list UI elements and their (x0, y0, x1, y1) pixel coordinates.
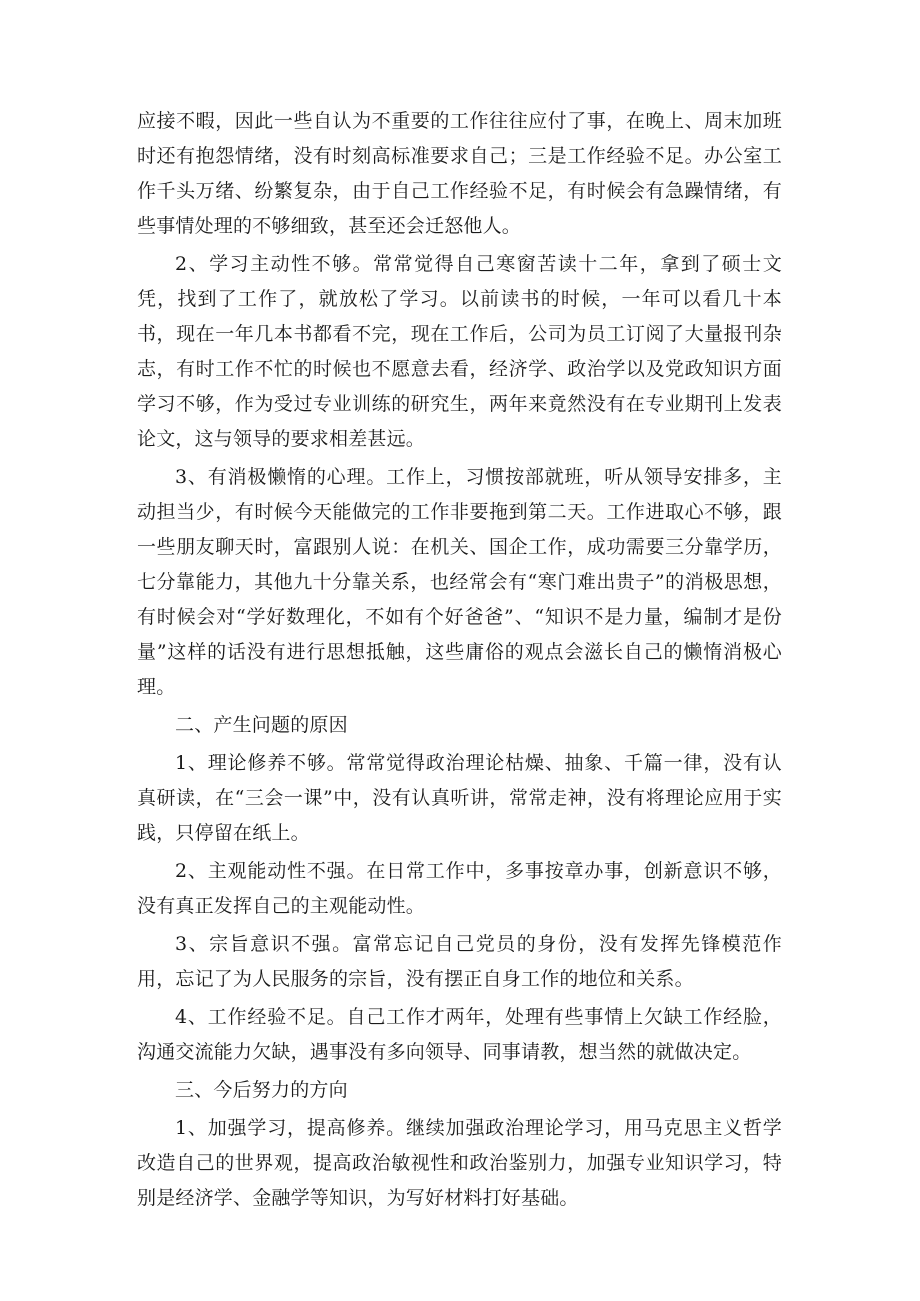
paragraph-strengthen-study: 1、加强学习，提高修养。继续加强政治理论学习，用马克思主义哲学改造自己的世界观，提高政治敏视性和政治鉴别力，加强专业知识学习，特别是经济学、金融学等知识，为写好材料打好基础。 (137, 1117, 782, 1209)
section-heading-direction: 三、今后努力的方向 (175, 1079, 348, 1101)
paragraph-theory: 1、理论修养不够。常常觉得政治理论枯燥、抽象、千篇一律，没有认真研读，在“三会一课”中，没有认真听讲，常常走神，没有将理论应用于实践，只停留在纸上。 (137, 752, 782, 844)
paragraph-study-initiative: 2、学习主动性不够。常常觉得自己寒窗苦读十二年，拿到了硕士文凭，找到了工作了，就放松了学习。以前读书的时候，一年可以看几十本书，现在一年几本书都看不完，现在工作后，公司为员工订阅了大量报刊杂志，有时工作不忙的时候也不愿意去看，经济学、政治学以及党政知识方面学习不够，作为受过专业训练的研究生，两年来竟然没有在专业期刊上发表论文，这与领导的要求相差甚远。 (137, 253, 782, 450)
paragraph-negative-mindset: 3、有消极懒惰的心理。工作上，习惯按部就班，听从领导安排多，主动担当少，有时候今天能做完的工作非要拖到第二天。工作进取心不够，跟一些朋友聊天时，富跟别人说：在机关、国企工作，成功需要三分靠学历，七分靠能力，其他九十分靠关系，也经常会有“寒门难出贵子”的消极思想，有时候会对“学好数理化，不如有个好爸爸”、“知识不是力量，编制才是份量”这样的话没有进行思想抵触，这些庸俗的观点会滋长自己的懒惰消极心理。 (137, 466, 782, 698)
paragraph-initiative: 2、主观能动性不强。在日常工作中，多事按章办事，创新意识不够，没有真正发挥自己的主观能动性。 (137, 860, 782, 917)
paragraph-purpose: 3、宗旨意识不强。富常忘记自己党员的身份，没有发挥先锋模范作用，忘记了为人民服务的宗旨，没有摆正自身工作的地位和关系。 (137, 933, 782, 990)
paragraph-continuation: 应接不暇，因此一些自认为不重要的工作往往应付了事，在晚上、周末加班时还有抱怨情绪，没有时刻高标准要求自己；三是工作经验不足。办公室工作千头万绪、纷繁复杂，由于自己工作经验不足，有时候会有急躁情绪，有些事情处理的不够细致，甚至还会迁怒他人。 (137, 110, 782, 237)
document-page (137, 104, 782, 1219)
section-heading-causes: 二、产生问题的原因 (175, 714, 348, 736)
paragraph-experience: 4、工作经验不足。自己工作才两年，处理有些事情上欠缺工作经脸，沟通交流能力欠缺，遇事没有多向领导、同事请教，想当然的就做决定。 (137, 1006, 782, 1063)
